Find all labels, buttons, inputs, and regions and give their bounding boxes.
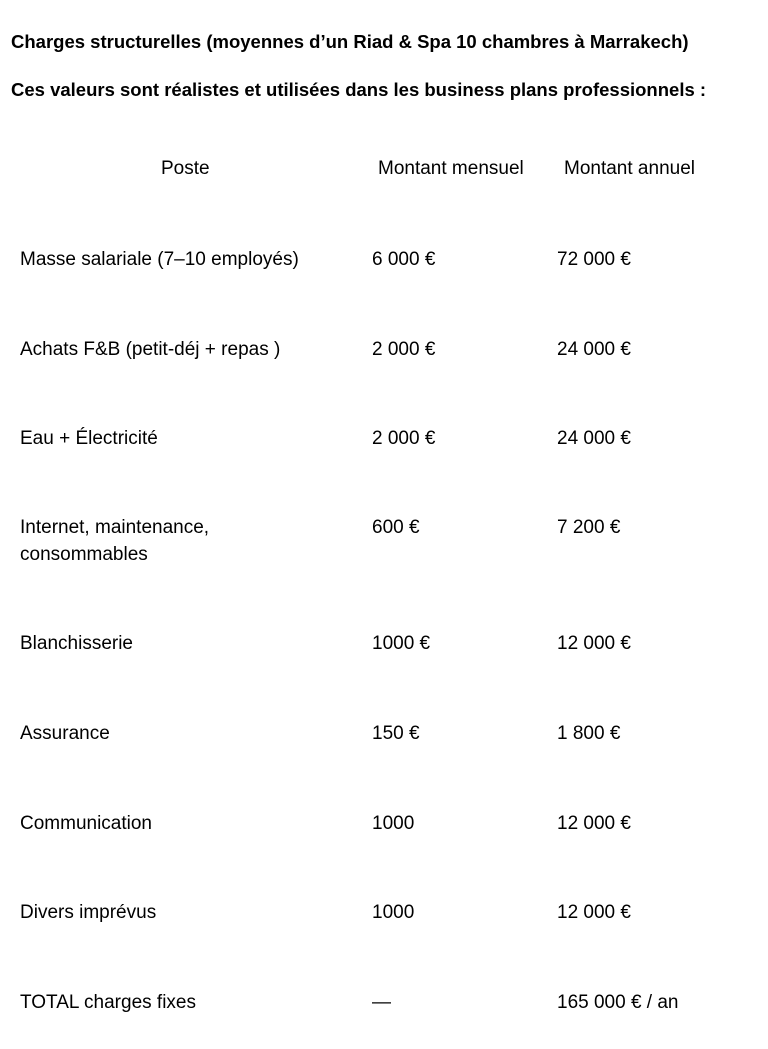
cell-montant-annuel: 7 200 € — [557, 517, 621, 538]
cell-poste: Divers imprévus — [20, 902, 157, 923]
column-header-poste: Poste — [161, 158, 210, 179]
cell-montant-annuel: 72 000 € — [557, 249, 631, 270]
table-row — [0, 810, 768, 870]
cell-montant-mensuel: 2 000 € — [372, 339, 436, 360]
cell-montant-mensuel: 1000 — [372, 813, 415, 834]
cell-montant-annuel: 24 000 € — [557, 339, 631, 360]
cell-montant-annuel: 12 000 € — [557, 902, 631, 923]
cell-montant-mensuel: 600 € — [372, 517, 420, 538]
cell-montant-mensuel: 150 € — [372, 723, 420, 744]
document-subtitle: Ces valeurs sont réalistes et utilisées dans les business plans professionnels : — [11, 79, 707, 100]
cell-poste: Masse salariale (7–10 employés) — [20, 249, 299, 270]
table-row — [0, 899, 768, 959]
cell-montant-mensuel: — — [372, 992, 391, 1013]
cell-montant-annuel: 1 800 € — [557, 723, 621, 744]
table-row — [0, 514, 768, 574]
document-title: Charges structurelles (moyennes d’un Riad & Spa 10 chambres à Marrakech) — [11, 31, 689, 52]
table-row — [0, 425, 768, 485]
cell-poste: Assurance — [20, 723, 110, 744]
table-row — [0, 720, 768, 780]
table-row-total — [0, 989, 768, 1049]
cell-poste: Blanchisserie — [20, 633, 133, 654]
cell-montant-annuel: 24 000 € — [557, 428, 631, 449]
cell-poste: Eau + Électricité — [20, 428, 158, 449]
cell-montant-mensuel: 6 000 € — [372, 249, 436, 270]
table-row — [0, 336, 768, 396]
column-header-montant-annuel: Montant annuel — [564, 158, 695, 179]
cell-poste: Internet, maintenance, consommables — [20, 517, 210, 565]
cell-montant-mensuel: 2 000 € — [372, 428, 436, 449]
cell-montant-annuel: 165 000 € / an — [557, 992, 679, 1013]
cell-poste: Communication — [20, 813, 152, 834]
cell-poste: TOTAL charges fixes — [20, 992, 196, 1013]
cell-montant-annuel: 12 000 € — [557, 813, 631, 834]
column-header-montant-mensuel: Montant mensuel — [378, 158, 524, 179]
table-row — [0, 630, 768, 690]
cell-montant-mensuel: 1000 € — [372, 633, 431, 654]
cell-montant-mensuel: 1000 — [372, 902, 415, 923]
cell-montant-annuel: 12 000 € — [557, 633, 631, 654]
table-row — [0, 246, 768, 306]
cell-poste: Achats F&B (petit-déj + repas ) — [20, 339, 281, 360]
